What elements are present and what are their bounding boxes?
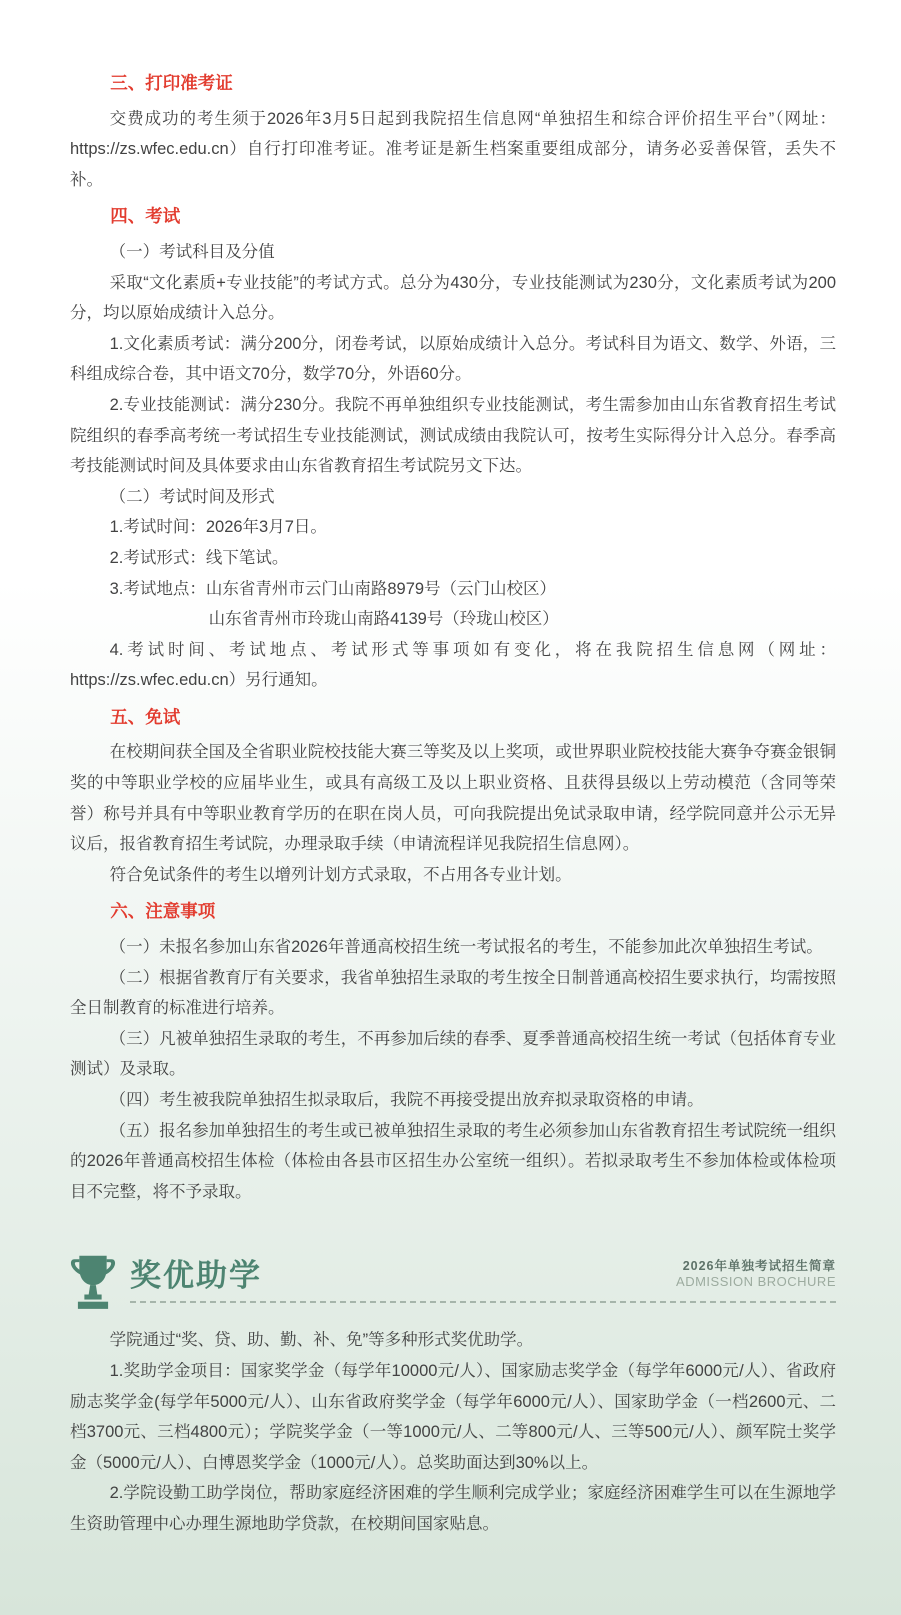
paragraph-exemption-rules: 在校期间获全国及全省职业院校技能大赛三等奖及以上奖项，或世界职业院校技能大赛争夺赛金银铜奖的中等职业学校的应届毕业生，或具有高级工及以上职业资格、且获得县级以上劳动模范（含同等荣誉）称号并具有中等职业教育学历的在职在岗人员，可向我院提出免试录取申请，经学院同意并公示无异议后，报省教育招生考试院，办理录取手续（申请流程详见我院招生信息网）。 — [70, 743, 836, 854]
section-heading-exam: 四、考试 — [110, 206, 181, 227]
note-item-5: （五）报名参加单独招生的考生或已被单独招生录取的考生必须参加山东省教育招生考试院统一组织的2026年普通高校招生体检（体检由各县市区招生办公室统一组织）。若拟录取考生不参加体检或体检项目不完整，将不予录取。 — [70, 1121, 836, 1201]
paragraph-exam-method: 采取“文化素质+专业技能”的考试方式。总分为430分，专业技能测试为230分，文化素质考试为200分，均以原始成绩计入总分。 — [70, 273, 836, 323]
subheading-exam-time-form: （二）考试时间及形式 — [109, 487, 275, 506]
paragraph-skill-test: 2.专业技能测试：满分230分。我院不再单独组织专业技能测试，考生需参加由山东省教育招生考试院组织的春季高考统一考试招生专业技能测试，测试成绩由我院认可，按考生实际得分计入总分。春季高考技能测试时间及具体要求由山东省教育招生考试院另文下达。 — [70, 395, 836, 476]
item-exam-form: 2.考试形式：线下笔试。 — [109, 548, 289, 567]
banner-title: 奖优助学 — [130, 1258, 262, 1294]
subheading-exam-subjects: （一）考试科目及分值 — [109, 242, 275, 261]
item-exam-location: 3.考试地点：山东省青州市云门山南路8979号（云门山校区） — [109, 579, 557, 598]
section-banner-scholarship — [70, 1253, 836, 1303]
note-item-2: （二）根据省教育厅有关要求，我省单独招生录取的考生按全日制普通高校招生要求执行，均需按照全日制教育的标准进行培养。 — [70, 968, 836, 1018]
brochure-tag — [676, 1258, 836, 1291]
item-exam-time: 1.考试时间：2026年3月7日。 — [109, 518, 327, 537]
section-exemption — [70, 702, 836, 891]
scholarship-intro: 学院通过“奖、贷、助、勤、补、免”等多种形式奖优助学。 — [109, 1331, 534, 1350]
paragraph-print-ticket: 交费成功的考生须于2026年3月5日起到我院招生信息网“单独招生和综合评价招生平台”（网址：https://zs.wfec.edu.cn）自行打印准考证。准考证是新生档案重要组成部分，请务必妥善保管，丢失不补。 — [70, 109, 836, 189]
brochure-tag-en: ADMISSION BROCHURE — [676, 1274, 836, 1290]
note-item-1: （一）未报名参加山东省2026年普通高校招生统一考试报名的考生，不能参加此次单独招生考试。 — [109, 938, 823, 957]
banner-rule — [130, 1258, 836, 1303]
paragraph-exemption-quota: 符合免试条件的考生以增列计划方式录取，不占用各专业计划。 — [109, 865, 572, 884]
section-print-ticket — [70, 68, 836, 195]
section-heading-notes: 六、注意事项 — [110, 901, 216, 922]
paragraph-culture-test: 1.文化素质考试：满分200分，闭卷考试，以原始成绩计入总分。考试科目为语文、数学、外语，三科组成综合卷，其中语文70分，数学70分，外语60分。 — [70, 334, 836, 384]
item-exam-location-2: 山东省青州市玲珑山南路4139号（玲珑山校区） — [208, 610, 559, 629]
section-heading-exemption: 五、免试 — [110, 706, 181, 727]
note-item-4: （四）考生被我院单独招生拟录取后，我院不再接受提出放弃拟录取资格的申请。 — [109, 1091, 704, 1109]
scholarship-programs: 1.奖助学金项目：国家奖学金（每学年10000元/人）、国家励志奖学金（每学年6000元/人）、省政府励志奖学金(每学年5000元/人）、山东省政府奖学金（每学年6000元/人）、国家助学金（一档2600元、二档3700元、三档4800元）；学院奖学金（一等1000元/人、二等800元/人、三等500元/人）、颜军院士奖学金（5000元/人）、白博恩奖学金（1000元/人）。总奖助面达到30%以上。 — [70, 1361, 836, 1472]
section-scholarship — [70, 1325, 836, 1539]
section-exam — [70, 201, 836, 696]
scholarship-workstudy: 2.学院设勤工助学岗位，帮助家庭经济困难的学生顺利完成学业；家庭经济困难学生可以在生源地学生资助管理中心办理生源地助学贷款，在校期间国家贴息。 — [70, 1484, 836, 1533]
item-exam-changes: 4.考试时间、考试地点、考试形式等事项如有变化，将在我院招生信息网（网址：https://zs.wfec.edu.cn）另行通知。 — [70, 640, 836, 690]
note-item-3: （三）凡被单独招生录取的考生，不再参加后续的春季、夏季普通高校招生统一考试（包括体育专业测试）及录取。 — [70, 1029, 836, 1079]
brochure-tag-cn: 2026年单独考试招生简章 — [682, 1259, 836, 1274]
trophy-icon — [70, 1253, 116, 1313]
section-notes — [70, 896, 836, 1207]
section-heading-print-ticket: 三、打印准考证 — [110, 73, 233, 93]
